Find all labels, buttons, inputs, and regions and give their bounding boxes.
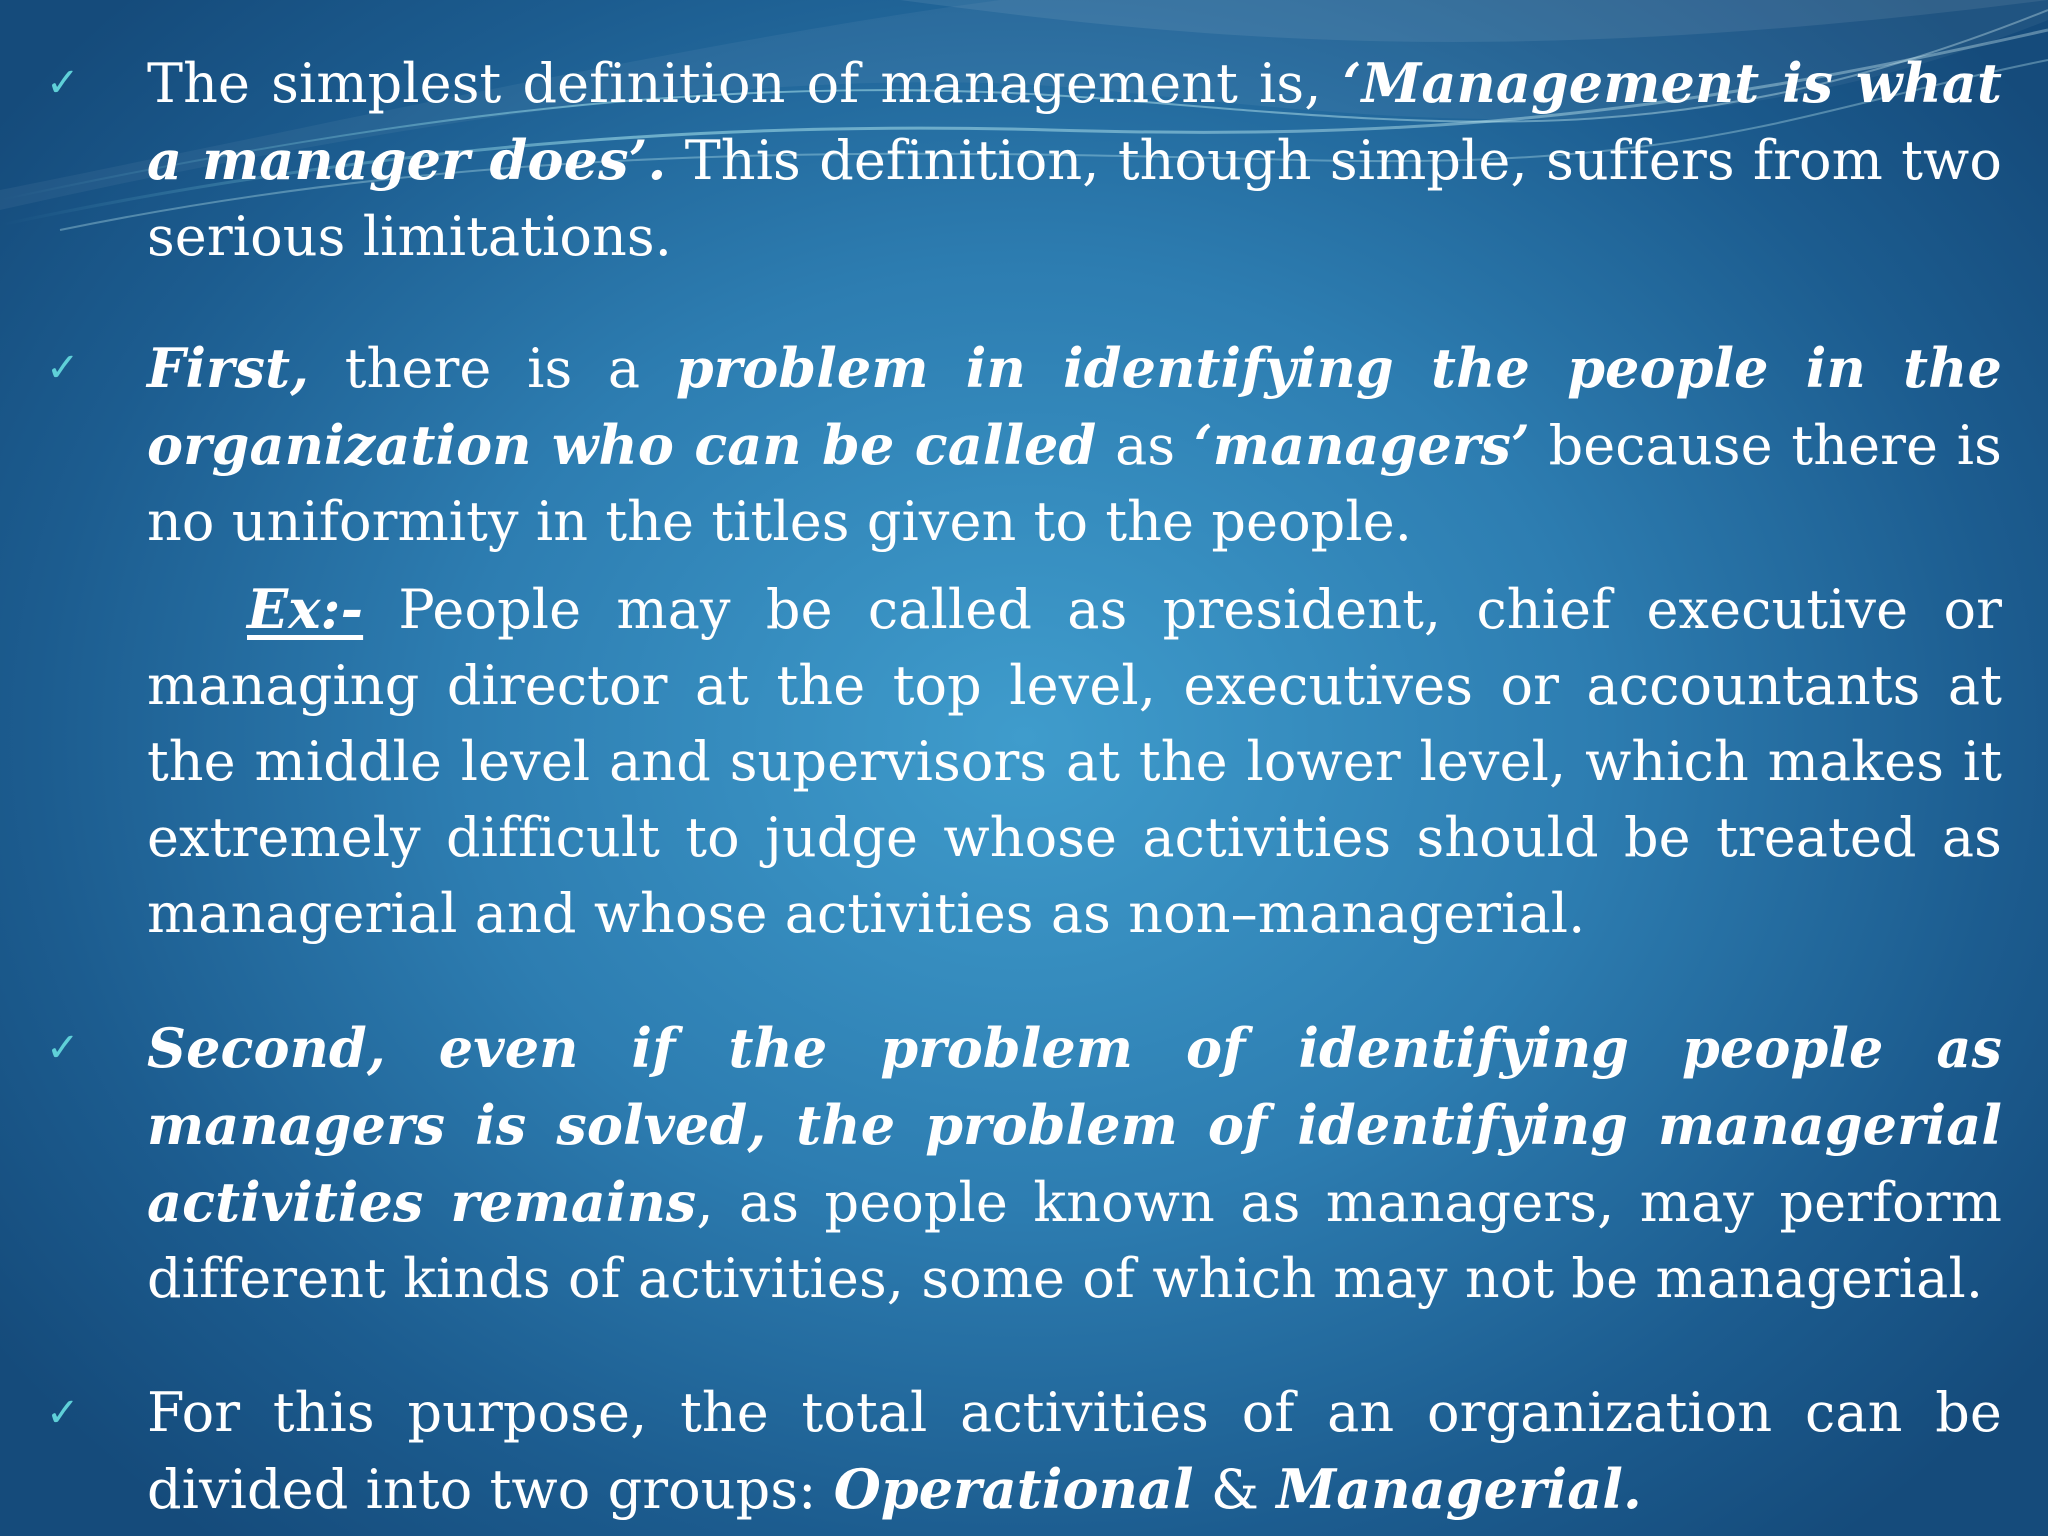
- checkmark-icon: ✓: [46, 1025, 80, 1071]
- checkmark-icon: ✓: [46, 1390, 80, 1436]
- checkmark-icon: ✓: [46, 60, 80, 106]
- bullet-4-text: For this purpose, the total activities of an organization can be divided into two groups: Operational & Managerial.: [147, 1381, 2002, 1521]
- example-label: Ex:-: [247, 577, 364, 641]
- bullet-2-text: First, there is a problem in identifying the people in the organization who can be called as ‘managers’ because there is no uniformity in the titles given to the people.: [147, 336, 2002, 553]
- bullet-1-text: The simplest definition of management is, ‘Management is what a manager does’. This definition, though simple, suffers from two serious limitations.: [147, 51, 2002, 268]
- bullet-3-text: Second, even if the problem of identifying people as managers is solved, the problem of identifying managerial activities remains, as people known as managers, may perform different kinds of activities, some of which may not be managerial.: [147, 1016, 2002, 1310]
- example-text: Ex:- People may be called as president, chief executive or managing director at the top level, executives or accountants at the middle level and supervisors at the lower level, which makes it extremely difficult to judge whose activities should be treated as managerial and whose activities as non–managerial.: [147, 577, 2002, 945]
- checkmark-icon: ✓: [46, 345, 80, 391]
